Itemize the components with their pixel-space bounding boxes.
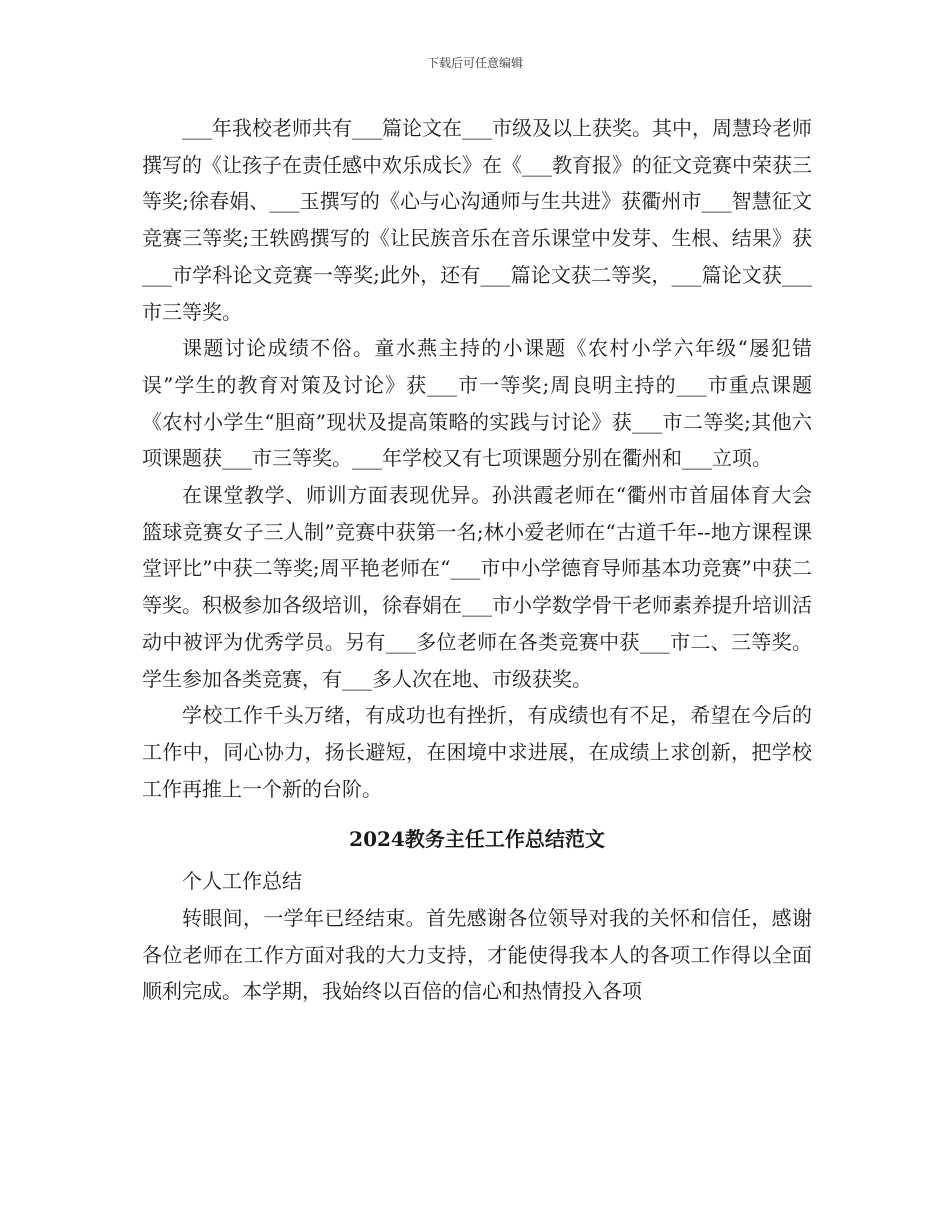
paragraph-conclusion: 学校工作千头万绪，有成功也有挫折，有成绩也有不足，希望在今后的工作中，同心协力，扬长避短，在困境中求进展，在成绩上求创新，把学校工作再推上一个新的台阶。 bbox=[142, 703, 812, 801]
document-body bbox=[142, 110, 812, 1010]
paragraph-teaching-training: 在课堂教学、师训方面表现优异。孙洪霞老师在“衢州市首届体育大会篮球竞赛女子三人制”竞赛中获第一名;林小爱老师在“古道千年--地方课程课堂评比”中获二等奖;周平艳老师在“___市中小学德育导师基本功竞赛”中获二等奖。积极参加各级培训，徐春娟在___市小学数学骨干老师素养提升培训活动中被评为优秀学员。另有___多位老师在各类竞赛中获___市二、三等奖。学生参加各类竞赛，有___多人次在地、市级获奖。 bbox=[142, 483, 812, 691]
section-subtitle: 个人工作总结 bbox=[182, 869, 302, 894]
page-header: 下载后可任意编辑 bbox=[426, 56, 523, 70]
paragraph-opening: 转眼间，一学年已经结束。首先感谢各位领导对我的关怀和信任，感谢各位老师在工作方面对我的大力支持，才能使得我本人的各项工作得以全面顺利完成。本学期，我始终以百倍的信心和热情投入各项 bbox=[142, 906, 812, 1004]
paragraph-research-topics: 课题讨论成绩不俗。童水燕主持的小课题《农村小学六年级“屡犯错误”学生的教育对策及讨论》获___市一等奖;周良明主持的___市重点课题《农村小学生“胆商”现状及提高策略的实践与讨论》获___市二等奖;其他六项课题获___市三等奖。___年学校又有七项课题分别在衢州和___立项。 bbox=[142, 336, 812, 471]
paragraph-papers-awards: ___年我校老师共有___篇论文在___市级及以上获奖。其中，周慧玲老师撰写的《让孩子在责任感中欢乐成长》在《___教育报》的征文竞赛中荣获三等奖;徐春娟、___玉撰写的《心与心沟通师与生共进》获衢州市___智慧征文竞赛三等奖;王轶鸥撰写的《让民族音乐在音乐课堂中发芽、生根、结果》获___市学科论文竞赛一等奖;此外，还有___篇论文获二等奖，___篇论文获___市三等奖。 bbox=[142, 116, 812, 324]
section-title: 2024教务主任工作总结范文 bbox=[349, 827, 605, 852]
